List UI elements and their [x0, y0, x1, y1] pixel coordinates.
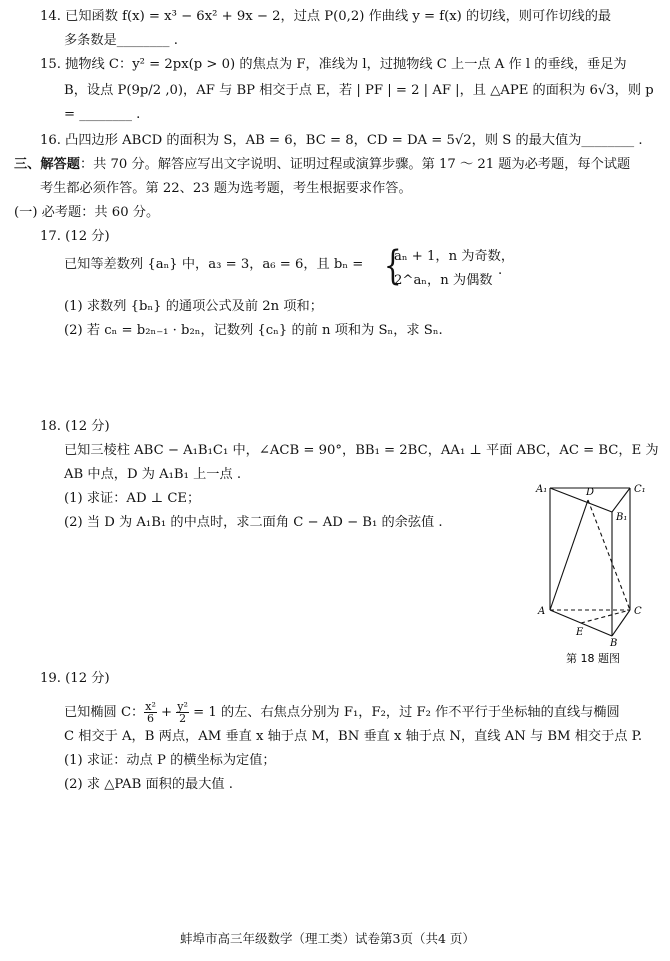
q18-prism-figure	[530, 478, 662, 668]
q17-brace: {	[383, 243, 402, 289]
q19-line1	[64, 700, 620, 726]
q17-line1: 已知等差数列 {aₙ} 中，a₃ = 3，a₆ = 6，且 bₙ =	[64, 257, 364, 272]
q15-line1: 15. 抛物线 C：y² = 2px(p > 0) 的焦点为 F，准线为 l，过抛物线 C 上一点 A 作 l 的垂线，垂足为	[40, 57, 627, 72]
q18-part2: (2) 当 D 为 A₁B₁ 的中点时，求二面角 C − AD − B₁ 的余弦值 .	[64, 515, 443, 530]
q17-head: 17. (12 分)	[40, 229, 110, 244]
edge-B1-C1	[612, 488, 630, 512]
q19-line1-rest: = 1 的左、右焦点分别为 F₁，F₂，过 F₂ 作不平行于坐标轴的直线与椭圆	[188, 705, 620, 720]
edge-A1-B1	[550, 488, 612, 512]
label-B: B	[610, 638, 618, 649]
q17-case-even: 2^aₙ，n 为偶数	[394, 273, 493, 288]
q19-part2: (2) 求 △PAB 面积的最大值 .	[64, 777, 233, 792]
label-A: A	[538, 606, 546, 617]
q15-line2: B，设点 P(9p/2 ,0)，AF 与 BP 相交于点 E，若 | PF | = 2 | AF |，且 △APE 的面积为 6√3，则 p	[64, 83, 654, 98]
q19-line2: C 相交于 A，B 两点，AM 垂直 x 轴于点 M，BN 垂直 x 轴于点 N，直线 AN 与 BM 相交于点 P.	[64, 729, 643, 744]
q18-line2: AB 中点，D 为 A₁B₁ 上一点 .	[64, 467, 242, 482]
q17-case-period: .	[498, 263, 503, 278]
q17-case-odd: aₙ + 1，n 为奇数，	[394, 249, 515, 264]
page-footer: 蚌埠市高三年级数学（理工类）试卷第3页（共4 页）	[180, 931, 475, 946]
q14-line2: 多条数是________ .	[64, 33, 178, 48]
q19-head: 19. (12 分)	[40, 671, 110, 686]
q17-part2: (2) 若 cₙ = b₂ₙ₋₁ · b₂ₙ，记数列 {cₙ} 的前 n 项和为 Sₙ，求 Sₙ.	[64, 323, 443, 338]
figure-caption: 第 18 题图	[566, 652, 620, 665]
q18-head: 18. (12 分)	[40, 419, 110, 434]
label-D: D	[586, 487, 595, 498]
q19-part1: (1) 求证：动点 P 的横坐标为定值；	[64, 753, 276, 768]
label-B1: B₁	[616, 512, 628, 523]
q19-plus: +	[156, 705, 177, 720]
q18-part1: (1) 求证：AD ⊥ CE；	[64, 491, 201, 506]
label-C1: C₁	[634, 484, 646, 495]
subsection-required: (一) 必考题：共 60 分。	[14, 205, 160, 220]
label-C: C	[634, 606, 642, 617]
fraction-x2-over-6: $\frac{\text{x²}}{6}$	[145, 700, 156, 725]
edge-B-C	[612, 610, 630, 636]
section3-text: ：共 70 分。解答应写出文字说明、证明过程或演算步骤。第 17 ～ 21 题为必考题，每个试题	[79, 157, 631, 172]
q16-line1: 16. 凸四边形 ABCD 的面积为 S，AB = 6，BC = 8，CD = DA = 5√2，则 S 的最大值为________ .	[40, 133, 643, 148]
segment-A-D	[550, 500, 588, 610]
section3-heading: 三、解答题	[14, 157, 80, 172]
q14-line1: 14. 已知函数 f(x) = x³ − 6x² + 9x − 2，过点 P(0,2) 作曲线 y = f(x) 的切线，则可作切线的最	[40, 9, 612, 24]
label-E: E	[576, 627, 584, 638]
q15-line3: = ________ .	[64, 107, 141, 122]
section3-line2: 考生都必须作答。第 22、23 题为选考题，考生根据要求作答。	[40, 181, 412, 196]
q17-part1: (1) 求数列 {bₙ} 的通项公式及前 2n 项和；	[64, 299, 323, 314]
q18-line1: 已知三棱柱 ABC − A₁B₁C₁ 中，∠ACB = 90°，BB₁ = 2BC，AA₁ ⊥ 平面 ABC，AC = BC，E 为	[64, 443, 659, 458]
label-A1: A₁	[536, 484, 548, 495]
q19-line1-lead: 已知椭圆 C：	[64, 705, 145, 720]
fraction-y2-over-2: $\frac{\text{y²}}{2}$	[177, 700, 188, 725]
section3-line1	[14, 156, 630, 174]
